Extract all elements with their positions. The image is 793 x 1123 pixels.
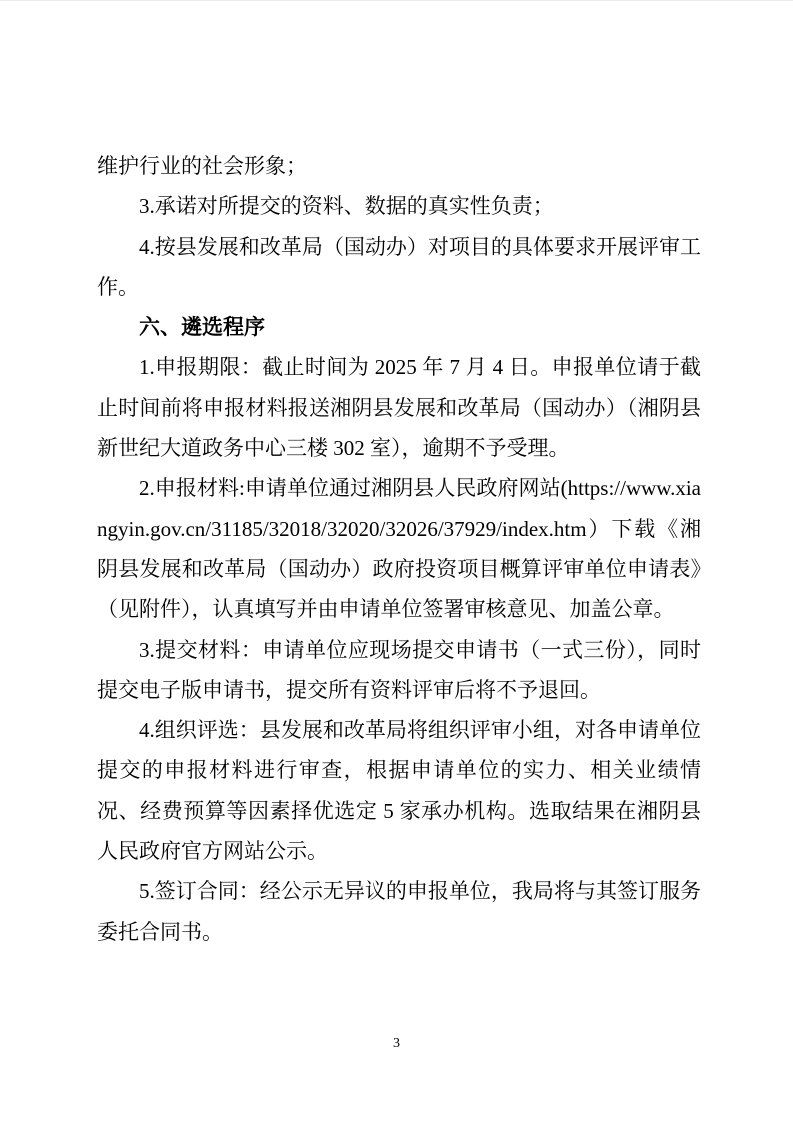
document-body	[97, 146, 701, 952]
body-paragraph: 5.签订合同：经公示无异议的申报单位，我局将与其签订服务委托合同书。	[97, 879, 701, 944]
body-paragraph: 2.申报材料:申请单位通过湘阴县人民政府网站(https://www.xiangyin.gov.cn/31185/32018/32020/32026/37929/index.htm）下载《湘阴县发展和改革局（国动办）政府投资项目概算评审单位申请表》（见附件），认真填写并由申请单位签署审核意见、加盖公章。	[97, 476, 701, 622]
body-paragraph: 4.组织评选：县发展和改革局将组织评审小组，对各申请单位提交的申报材料进行审查，根据申请单位的实力、相关业绩情况、经费预算等因素择优选定 5 家承办机构。选取结果在湘阴县人民政府官方网站公示。	[97, 718, 701, 864]
page-number: 3	[393, 1036, 400, 1051]
body-paragraph: 1.申报期限：截止时间为 2025 年 7 月 4 日。申报单位请于截止时间前将申报材料报送湘阴县发展和改革局（国动办）（湘阴县新世纪大道政务中心三楼 302 室），逾期不予受理。	[97, 355, 701, 461]
body-paragraph: 4.按县发展和改革局（国动办）对项目的具体要求开展评审工作。	[97, 234, 701, 299]
body-paragraph: 3.承诺对所提交的资料、数据的真实性负责；	[139, 194, 554, 219]
body-paragraph-continuation: 维护行业的社会形象；	[97, 154, 307, 178]
body-paragraph: 3.提交材料：申请单位应现场提交申请书（一式三份），同时提交电子版申请书，提交所有资料评审后将不予退回。	[97, 637, 701, 702]
section-heading: 六、遴选程序	[139, 315, 265, 340]
